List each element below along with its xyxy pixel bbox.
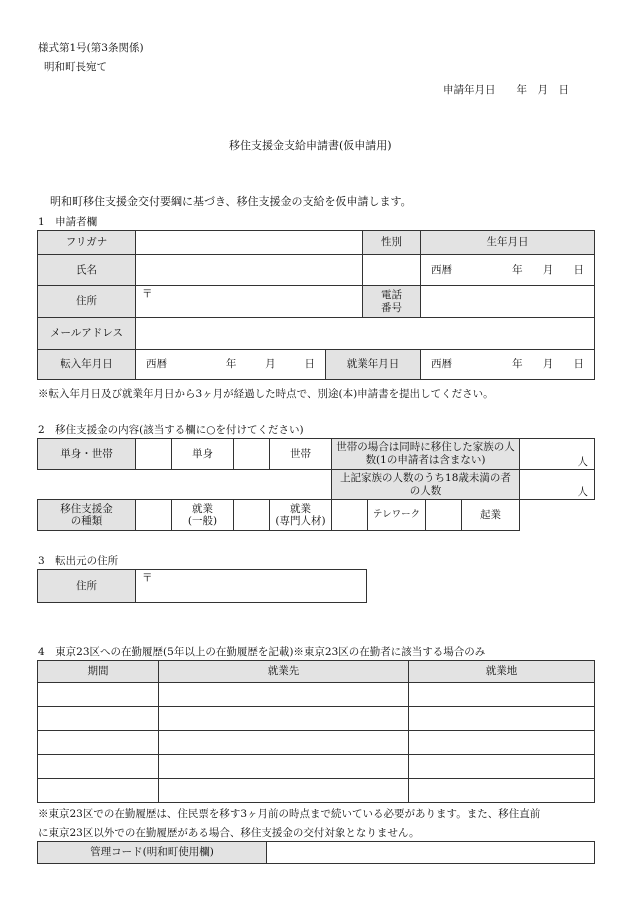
- table-row: [38, 707, 595, 731]
- name-label: 氏名: [38, 255, 136, 286]
- work-history-table: [37, 660, 595, 803]
- name-field[interactable]: [136, 255, 363, 286]
- employer-cell[interactable]: [159, 779, 409, 803]
- employ-day: 日: [573, 358, 584, 371]
- period-cell[interactable]: [38, 707, 159, 731]
- applicant-table: [37, 230, 595, 380]
- support-content-table: [37, 438, 595, 531]
- single-check-cell[interactable]: [136, 439, 172, 470]
- section-4-note-line-1: ※東京23区での在勤履歴は、住民票を移す3ヶ月前の時点まで続いている必要があります。また、移住直前: [38, 808, 541, 820]
- birth-month: 月: [542, 263, 554, 276]
- previous-address-field[interactable]: [136, 570, 367, 603]
- employer-cell[interactable]: [159, 755, 409, 779]
- birth-era: 西暦: [431, 263, 453, 276]
- table-row: [38, 755, 595, 779]
- household-check-cell[interactable]: [234, 439, 270, 470]
- furigana-label: フリガナ: [38, 231, 136, 255]
- blank-cell: [38, 470, 332, 500]
- email-field[interactable]: [136, 318, 595, 350]
- period-cell[interactable]: [38, 731, 159, 755]
- movein-year: 年: [225, 358, 237, 371]
- family-count-label: 世帯の場合は同時に移住した家族の人数(1の申請者は含まない): [332, 439, 520, 470]
- birthdate-label: 生年月日: [421, 231, 595, 255]
- location-cell[interactable]: [409, 779, 595, 803]
- phone-field[interactable]: [421, 286, 595, 318]
- under18-count-field[interactable]: [520, 470, 595, 500]
- location-cell[interactable]: [409, 683, 595, 707]
- col-location-header: 就業地: [409, 661, 595, 683]
- birth-day: 日: [573, 263, 584, 276]
- intro-text: 明和町移住支援金交付要綱に基づき、移住支援金の支給を仮申請します。: [50, 195, 412, 208]
- type-pro-check-cell[interactable]: [234, 500, 270, 531]
- document-title: 移住支援金支給申請書(仮申請用): [229, 139, 392, 152]
- family-count-field[interactable]: [520, 439, 595, 470]
- family-count-unit: 人: [577, 456, 588, 469]
- birthdate-field[interactable]: [421, 255, 595, 286]
- table-row: [38, 731, 595, 755]
- admin-code-table: [37, 841, 595, 864]
- previous-postal-mark: 〒: [142, 572, 153, 584]
- type-general-label: 就業 (一般): [172, 500, 234, 531]
- household-label: 世帯: [270, 439, 332, 470]
- employ-year: 年: [512, 358, 523, 371]
- section-1-heading: 1 申請者欄: [38, 216, 98, 228]
- gender-field[interactable]: [363, 255, 421, 286]
- address-field[interactable]: [136, 286, 363, 318]
- period-cell[interactable]: [38, 779, 159, 803]
- previous-address-label: 住所: [38, 570, 136, 603]
- type-general-check-cell[interactable]: [136, 500, 172, 531]
- startup-check-cell[interactable]: [426, 500, 462, 531]
- location-cell[interactable]: [409, 707, 595, 731]
- location-cell[interactable]: [409, 731, 595, 755]
- table-row: [38, 683, 595, 707]
- employment-date-label: 就業年月日: [326, 350, 421, 380]
- address-label: 住所: [38, 286, 136, 318]
- movein-month: 月: [265, 358, 276, 371]
- furigana-field[interactable]: [136, 231, 363, 255]
- under18-count-unit: 人: [577, 486, 588, 499]
- period-cell[interactable]: [38, 755, 159, 779]
- section-4-heading: 4 東京23区への在勤履歴(5年以上の在勤履歴を記載)※東京23区の在勤者に該当する場合のみ: [38, 646, 486, 658]
- move-in-date-field[interactable]: [136, 350, 326, 380]
- section-4-note-line-2: に東京23区以外での在勤履歴がある場合、移住支援金の交付対象となりません。: [38, 827, 420, 839]
- previous-address-table: [37, 569, 367, 603]
- type-pro-label: 就業 (専門人材): [270, 500, 332, 531]
- location-cell[interactable]: [409, 755, 595, 779]
- email-label: メールアドレス: [38, 318, 136, 350]
- startup-label: 起業: [462, 500, 520, 531]
- section-2-heading: 2 移住支援金の内容(該当する欄に○を付けてください): [38, 424, 304, 436]
- form-number: 様式第1号(第3条関係): [38, 42, 144, 54]
- gender-label: 性別: [363, 231, 421, 255]
- period-cell[interactable]: [38, 683, 159, 707]
- employer-cell[interactable]: [159, 683, 409, 707]
- postal-mark: 〒: [142, 288, 153, 300]
- single-label: 単身: [172, 439, 234, 470]
- employ-era: 西暦: [431, 358, 453, 371]
- empty-cell: [520, 500, 595, 531]
- movein-day: 日: [304, 358, 315, 371]
- application-date-label: 申請年月日 年 月 日: [443, 84, 569, 96]
- movein-era: 西暦: [146, 358, 167, 371]
- employer-cell[interactable]: [159, 731, 409, 755]
- section-3-heading: 3 転出元の住所: [38, 555, 119, 567]
- telework-label: テレワーク: [368, 500, 426, 531]
- under18-count-label: 上記家族の人数のうち18歳未満の者の人数: [332, 470, 520, 500]
- col-employer-header: 就業先: [159, 661, 409, 683]
- single-household-label: 単身・世帯: [38, 439, 136, 470]
- addressee: 明和町長宛て: [44, 61, 107, 73]
- col-period-header: 期間: [38, 661, 159, 683]
- move-in-date-label: 転入年月日: [38, 350, 136, 380]
- table-row: [38, 779, 595, 803]
- employer-cell[interactable]: [159, 707, 409, 731]
- employment-date-field[interactable]: [421, 350, 595, 380]
- admin-code-field[interactable]: [267, 842, 595, 864]
- telework-check-cell[interactable]: [332, 500, 368, 531]
- employ-month: 月: [542, 358, 554, 371]
- birth-year: 年: [512, 263, 523, 276]
- support-type-label: 移住支援金 の種類: [38, 500, 136, 531]
- section-1-note: ※転入年月日及び就業年月日から3ヶ月が経過した時点で、別途(本)申請書を提出してください。: [38, 388, 494, 400]
- admin-code-label: 管理コード(明和町使用欄): [38, 842, 267, 864]
- phone-label: 電話 番号: [363, 286, 421, 318]
